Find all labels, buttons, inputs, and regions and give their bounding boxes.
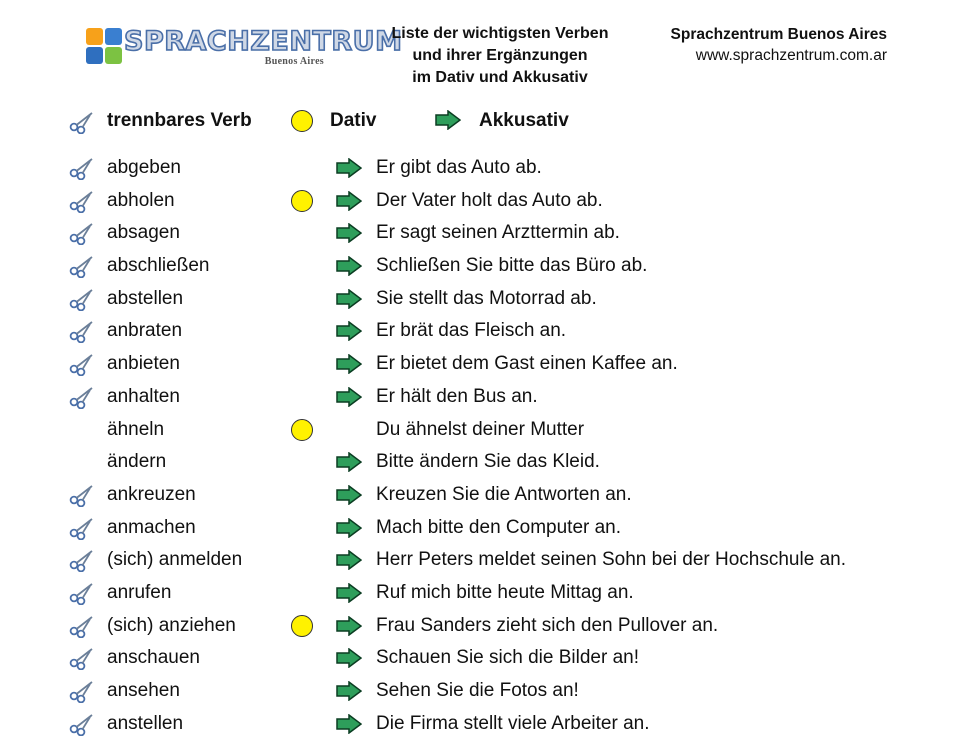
scissors-icon	[68, 581, 94, 605]
scissors-icon	[68, 679, 94, 703]
verb-list	[0, 152, 953, 740]
verb-label: abholen	[107, 189, 175, 211]
verb-row	[0, 610, 953, 643]
scissors-icon	[68, 287, 94, 311]
verb-label: ankreuzen	[107, 483, 196, 505]
green-arrow-icon	[336, 714, 362, 734]
example-sentence: Er bietet dem Gast einen Kaffee an.	[376, 353, 678, 375]
example-sentence: Sie stellt das Motorrad ab.	[376, 287, 597, 309]
scissors-icon	[68, 254, 94, 278]
green-arrow-icon	[336, 518, 362, 538]
example-sentence: Ruf mich bitte heute Mittag an.	[376, 581, 634, 603]
green-arrow-icon	[336, 452, 362, 472]
sprachzentrum-logo	[86, 26, 403, 67]
legend-separable-label: trennbares Verb	[107, 110, 252, 131]
legend-dativ-label: Dativ	[330, 110, 377, 131]
verb-label: ähneln	[107, 418, 165, 440]
example-sentence: Schauen Sie sich die Bilder an!	[376, 647, 639, 669]
verb-label: (sich) anziehen	[107, 614, 236, 636]
example-sentence: Herr Peters meldet seinen Sohn bei der Hochschule an.	[376, 549, 846, 571]
green-arrow-icon	[336, 223, 362, 243]
scissors-icon	[68, 483, 94, 507]
verb-label: (sich) anmelden	[107, 549, 243, 571]
verb-label: anstellen	[107, 712, 184, 734]
verb-row	[0, 283, 953, 316]
verb-row	[0, 315, 953, 348]
green-arrow-icon	[336, 387, 362, 407]
green-arrow-icon	[336, 485, 362, 505]
verb-label: abstellen	[107, 287, 184, 309]
verb-label: anrufen	[107, 581, 172, 603]
green-arrow-icon	[336, 158, 362, 178]
verb-label: ansehen	[107, 680, 180, 701]
example-sentence: Er hält den Bus an.	[376, 385, 538, 407]
logo-subtitle: Buenos Aires	[264, 56, 324, 67]
scissors-icon	[68, 385, 94, 409]
verb-row	[0, 708, 953, 740]
example-sentence: Kreuzen Sie die Antworten an.	[376, 483, 632, 505]
verb-row	[0, 217, 953, 250]
verb-row	[0, 479, 953, 512]
verb-label: absagen	[107, 222, 180, 244]
verb-row	[0, 348, 953, 381]
scissors-icon	[68, 319, 94, 343]
verb-row	[0, 577, 953, 610]
green-arrow-icon	[336, 550, 362, 570]
verb-row	[0, 381, 953, 414]
logo-squares-icon	[86, 28, 122, 64]
scissors-icon	[68, 516, 94, 540]
example-sentence: Er sagt seinen Arzttermin ab.	[376, 222, 620, 244]
yellow-circle-icon	[291, 110, 313, 132]
school-url: www.sprachzentrum.com.ar	[695, 47, 887, 64]
green-arrow-icon	[336, 191, 362, 211]
verb-row	[0, 446, 953, 479]
example-sentence: Die Firma stellt viele Arbeiter an.	[376, 712, 650, 734]
yellow-circle-icon	[291, 190, 313, 212]
green-arrow-icon	[336, 321, 362, 341]
green-arrow-icon	[336, 616, 362, 636]
green-arrow-icon	[336, 583, 362, 603]
school-info	[671, 24, 887, 66]
legend-akkusativ-label: Akkusativ	[479, 110, 569, 131]
verb-row	[0, 512, 953, 545]
scissors-icon	[68, 352, 94, 376]
scissors-icon	[68, 221, 94, 245]
verb-row	[0, 250, 953, 283]
verb-label: anbieten	[107, 353, 180, 375]
green-arrow-icon	[336, 256, 362, 276]
verb-row	[0, 642, 953, 675]
verb-label: abschließen	[107, 255, 210, 277]
example-sentence: Mach bitte den Computer an.	[376, 516, 622, 538]
title-line: Liste der wichtigsten Verben	[391, 25, 609, 42]
title-line: im Dativ und Akkusativ	[412, 69, 588, 86]
verb-row	[0, 544, 953, 577]
yellow-circle-icon	[291, 615, 313, 637]
green-arrow-icon	[336, 289, 362, 309]
example-sentence: Er gibt das Auto ab.	[376, 157, 542, 178]
yellow-circle-icon	[291, 419, 313, 441]
verb-label: anhalten	[107, 385, 180, 407]
example-sentence: Frau Sanders zieht sich den Pullover an.	[376, 614, 719, 636]
scissors-icon	[68, 614, 94, 638]
document-title	[340, 23, 660, 89]
school-name: Sprachzentrum Buenos Aires	[670, 26, 887, 43]
example-sentence: Sehen Sie die Fotos an!	[376, 680, 579, 701]
scissors-icon	[68, 189, 94, 213]
verb-label: anbraten	[107, 320, 183, 342]
scissors-icon	[68, 646, 94, 670]
green-arrow-icon	[336, 648, 362, 668]
title-line: und ihrer Ergänzungen	[412, 47, 588, 64]
verb-row	[0, 675, 953, 708]
verb-label: ändern	[107, 451, 167, 473]
scissors-icon	[68, 110, 94, 134]
logo-wordmark: SPRACHZENTRUM	[124, 26, 403, 57]
verb-row	[0, 414, 953, 447]
green-arrow-icon	[336, 681, 362, 701]
scissors-icon	[68, 548, 94, 572]
green-arrow-icon	[435, 110, 461, 130]
scissors-icon	[68, 156, 94, 180]
verb-label: anmachen	[107, 516, 196, 538]
example-sentence: Schließen Sie bitte das Büro ab.	[376, 255, 648, 277]
verb-row	[0, 152, 953, 185]
legend	[0, 104, 953, 138]
example-sentence: Er brät das Fleisch an.	[376, 320, 567, 342]
example-sentence: Bitte ändern Sie das Kleid.	[376, 451, 600, 473]
example-sentence: Du ähnelst deiner Mutter	[376, 418, 585, 440]
verb-row	[0, 185, 953, 218]
example-sentence: Der Vater holt das Auto ab.	[376, 189, 603, 211]
verb-label: abgeben	[107, 157, 181, 178]
green-arrow-icon	[336, 354, 362, 374]
verb-label: anschauen	[107, 647, 200, 669]
scissors-icon	[68, 712, 94, 736]
